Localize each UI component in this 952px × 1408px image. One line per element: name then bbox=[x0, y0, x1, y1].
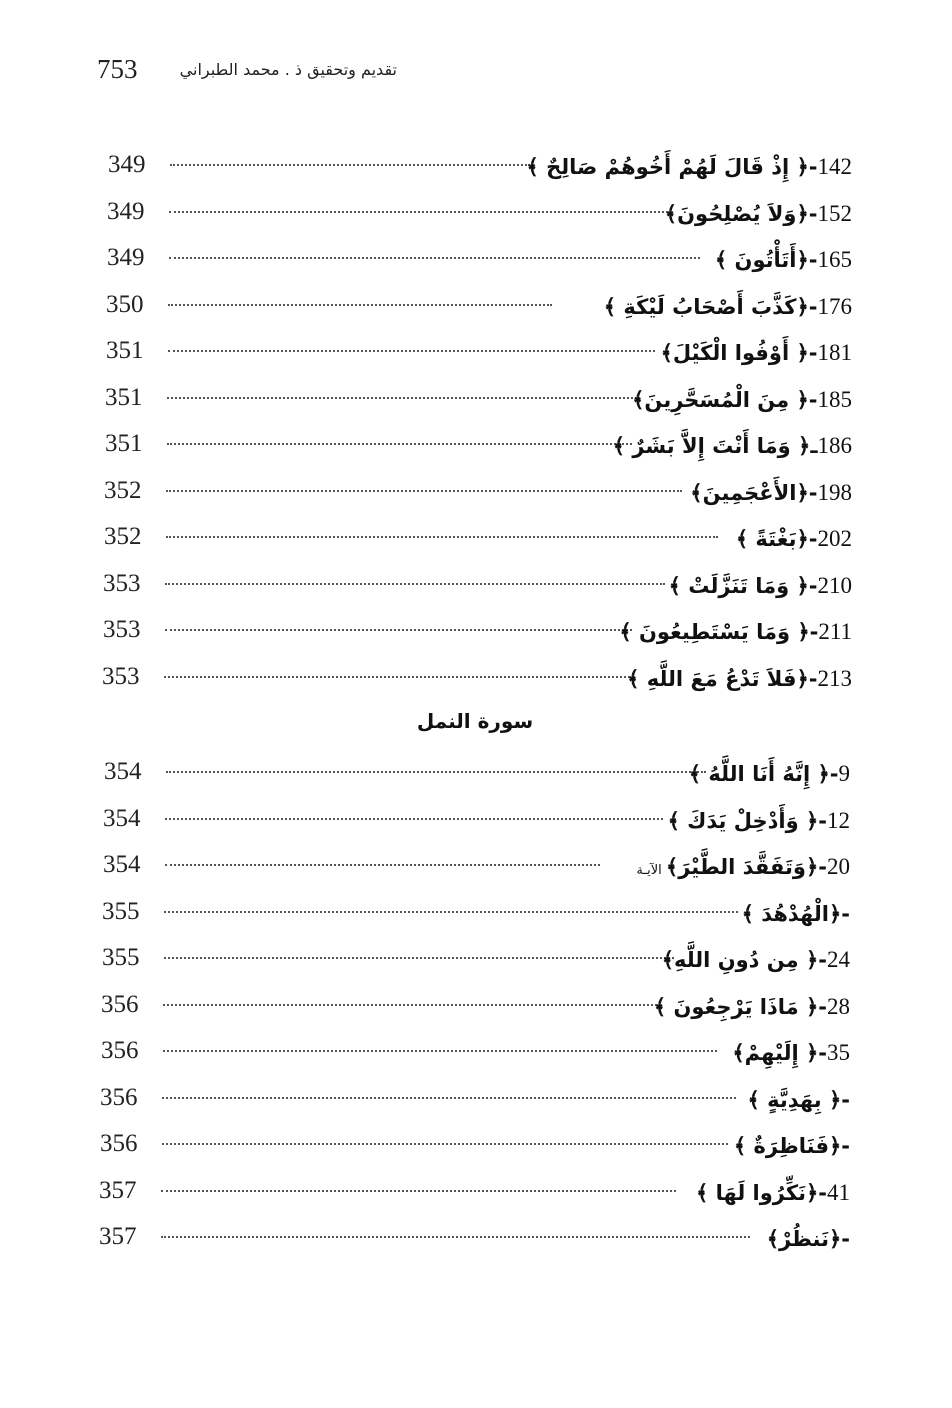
toc-row bbox=[99, 1176, 850, 1216]
toc-page-number: 352 bbox=[104, 476, 142, 504]
toc-page-number: 355 bbox=[102, 897, 140, 925]
verse-number: 202 bbox=[817, 526, 852, 551]
verse-number: 35 bbox=[827, 1040, 850, 1065]
verse-text: -﴿ مِن دُونِ اللَّهِ﴾ bbox=[661, 948, 827, 972]
toc-row bbox=[108, 150, 852, 190]
dot-leader bbox=[170, 164, 530, 166]
verse-text: -﴿ مَاذَا يَرْجِعُونَ ﴾ bbox=[653, 994, 827, 1019]
toc-entry bbox=[767, 1224, 850, 1254]
toc-page-number: 349 bbox=[107, 244, 145, 271]
toc-entry bbox=[689, 759, 850, 789]
verse-number: 41 bbox=[827, 1179, 850, 1205]
verse-number: 176 bbox=[817, 293, 852, 319]
toc-page-number: 351 bbox=[106, 337, 144, 364]
dot-leader bbox=[168, 350, 655, 352]
toc-row bbox=[103, 569, 852, 609]
toc-entry bbox=[604, 292, 852, 322]
toc-row bbox=[105, 383, 852, 423]
verse-text: -﴿ بِهَدِيَّةٍ ﴾ bbox=[747, 1087, 850, 1112]
verse-text: -﴿ مِنَ الْمُسَحَّرِينَ﴾ bbox=[632, 387, 818, 412]
dot-leader bbox=[165, 864, 600, 866]
dot-leader bbox=[164, 676, 630, 678]
dot-leader bbox=[163, 1050, 717, 1052]
verse-text: -﴿بَغْتَةً ﴾ bbox=[735, 527, 818, 551]
verse-text: -﴿وَتَفَقَّدَ الطَّيْرَ﴾ bbox=[665, 855, 827, 879]
verse-number: 165 bbox=[817, 247, 852, 272]
toc-row bbox=[102, 897, 850, 937]
running-header: تقديم وتحقيق ذ . محمد الطبراني bbox=[179, 60, 397, 79]
toc-page-number: 357 bbox=[99, 1176, 137, 1204]
verse-text: -﴿ إِنَّهُ أَنَا اللَّهُ ﴾ bbox=[688, 762, 839, 786]
toc-entry bbox=[613, 431, 852, 461]
toc-entry bbox=[696, 1178, 850, 1208]
toc-entry bbox=[736, 524, 852, 554]
toc-page-number: 350 bbox=[106, 290, 144, 318]
toc-entry bbox=[690, 478, 852, 508]
toc-page-number: 354 bbox=[104, 758, 142, 785]
toc-page-number: 349 bbox=[107, 197, 145, 225]
toc-entry bbox=[734, 1131, 850, 1161]
toc-row bbox=[103, 804, 850, 844]
dot-leader bbox=[166, 536, 718, 538]
toc-row bbox=[101, 990, 850, 1030]
verse-text: -﴿ وَمَا تَنَزَّلَتْ ﴾ bbox=[668, 573, 818, 598]
toc-entry bbox=[662, 945, 850, 975]
dot-leader bbox=[161, 1190, 676, 1192]
toc-page-number: 357 bbox=[99, 1223, 137, 1250]
toc-row bbox=[106, 336, 852, 376]
verse-text: -﴿الأَعْجَمِينَ﴾ bbox=[690, 480, 818, 505]
toc-page-number: 354 bbox=[103, 851, 141, 878]
dot-leader bbox=[169, 211, 668, 213]
verse-number: 152 bbox=[817, 200, 852, 226]
dot-leader bbox=[162, 1097, 736, 1099]
dot-leader bbox=[165, 818, 663, 820]
toc-row bbox=[100, 1083, 850, 1123]
toc-page-number: 355 bbox=[102, 944, 140, 971]
verse-number: 185 bbox=[817, 386, 852, 412]
verse-text: -﴿وَلاَ يُصْلِحُونَ﴾ bbox=[664, 201, 818, 226]
toc-page-number: 356 bbox=[100, 1083, 138, 1111]
toc-entry bbox=[661, 338, 852, 368]
toc-entry bbox=[632, 385, 852, 415]
page-number: 753 bbox=[97, 54, 138, 84]
dot-leader bbox=[169, 257, 700, 259]
toc-row bbox=[107, 243, 852, 283]
verse-text: -﴿ أَوْفُوا الْكَيْلَ﴾ bbox=[660, 341, 818, 365]
verse-text: -﴿ وَأَدْخِلْ يَدَكَ ﴾ bbox=[667, 808, 827, 833]
verse-text: -﴿ وَمَا يَسْتَطِيعُونَ ﴾ bbox=[619, 620, 819, 644]
toc-row bbox=[107, 197, 852, 237]
toc-entry bbox=[748, 1085, 850, 1115]
toc-entry bbox=[742, 899, 850, 929]
verse-text: -﴿نَكِّرُوا لَهَا ﴾ bbox=[696, 1180, 827, 1205]
toc-row bbox=[102, 943, 850, 983]
dot-leader bbox=[161, 1236, 750, 1238]
toc-entry bbox=[669, 571, 852, 601]
toc-entry bbox=[715, 245, 852, 275]
dot-leader bbox=[167, 397, 637, 399]
toc-page-number: 354 bbox=[103, 804, 141, 832]
verse-number: 28 bbox=[827, 993, 850, 1019]
toc-row bbox=[104, 522, 852, 562]
dot-leader bbox=[167, 443, 632, 445]
toc-entry bbox=[627, 664, 852, 694]
toc-row bbox=[106, 290, 852, 330]
toc-row bbox=[99, 1222, 850, 1262]
toc-row bbox=[100, 1129, 850, 1169]
dot-leader bbox=[164, 911, 738, 913]
toc-entry bbox=[619, 617, 852, 647]
dot-leader bbox=[162, 1143, 728, 1145]
verse-number: 181 bbox=[817, 340, 852, 365]
toc-page-number: 349 bbox=[108, 151, 146, 178]
dot-leader bbox=[163, 1004, 657, 1006]
toc-entry bbox=[668, 806, 850, 836]
toc-page-number: 352 bbox=[104, 523, 142, 550]
verse-text: -﴿كَذَّبَ أَصْحَابُ لَيْكَةِ ﴾ bbox=[603, 294, 818, 319]
verse-text: -﴿الْهُدْهُدَ ﴾ bbox=[741, 901, 850, 926]
toc-row bbox=[105, 429, 852, 469]
toc-row bbox=[104, 757, 850, 797]
toc-page-number: 351 bbox=[105, 430, 143, 457]
toc-row bbox=[101, 1036, 850, 1076]
verse-number: 24 bbox=[827, 947, 850, 972]
verse-number: 9 bbox=[838, 761, 850, 786]
verse-number: 186 bbox=[817, 433, 852, 458]
toc-row bbox=[103, 615, 852, 655]
verse-text: -﴿ إِلَيْهِمْ﴾ bbox=[732, 1041, 827, 1065]
verse-number: 20 bbox=[827, 854, 850, 879]
dot-leader bbox=[166, 490, 682, 492]
toc-entry bbox=[654, 992, 850, 1022]
toc-entry bbox=[636, 852, 850, 886]
toc-page-number: 353 bbox=[103, 569, 141, 597]
toc-page-number: 356 bbox=[101, 1037, 139, 1064]
verse-number: 198 bbox=[817, 479, 852, 505]
dot-leader bbox=[164, 957, 674, 959]
toc-page-number: 351 bbox=[105, 383, 143, 411]
section-title: سورة النمل bbox=[416, 709, 534, 733]
verse-text: ـ﴿ وَمَا أَنْتَ إِلاَّ بَشَرٌ ﴾ bbox=[612, 434, 818, 458]
toc-page-number: 353 bbox=[102, 662, 140, 690]
toc-page-number: 356 bbox=[100, 1130, 138, 1157]
dot-leader bbox=[165, 583, 665, 585]
verse-number: 142 bbox=[817, 154, 852, 179]
dot-leader bbox=[168, 304, 552, 306]
verse-number: 211 bbox=[818, 619, 852, 644]
toc-row bbox=[103, 850, 850, 890]
verse-number: 210 bbox=[817, 572, 852, 598]
dot-leader bbox=[165, 629, 632, 631]
verse-text: -﴿أَتَأْتُونَ ﴾ bbox=[714, 248, 818, 272]
toc-entry bbox=[665, 199, 852, 229]
verse-text: -﴿نَنظُرْ﴾ bbox=[766, 1227, 850, 1251]
toc-page-number: 356 bbox=[101, 990, 139, 1018]
verse-number: 213 bbox=[817, 665, 852, 691]
verse-number: 12 bbox=[827, 807, 850, 833]
verse-text: -﴿فَلاَ تَدْعُ مَعَ اللَّهِ ﴾ bbox=[627, 666, 818, 691]
verse-text: -﴿ إِذْ قَالَ لَهُمْ أَخُوهُمْ صَالِحٌ ﴾ bbox=[526, 155, 818, 179]
dot-leader bbox=[166, 771, 706, 773]
toc-entry bbox=[527, 152, 852, 182]
verse-text: -﴿فَنَاظِرَةٌ ﴾ bbox=[733, 1134, 850, 1158]
toc-row bbox=[104, 476, 852, 516]
toc-row bbox=[102, 662, 852, 702]
verse-suffix: الآيـة bbox=[636, 863, 666, 878]
toc-page-number: 353 bbox=[103, 616, 141, 643]
toc-entry bbox=[732, 1038, 850, 1068]
